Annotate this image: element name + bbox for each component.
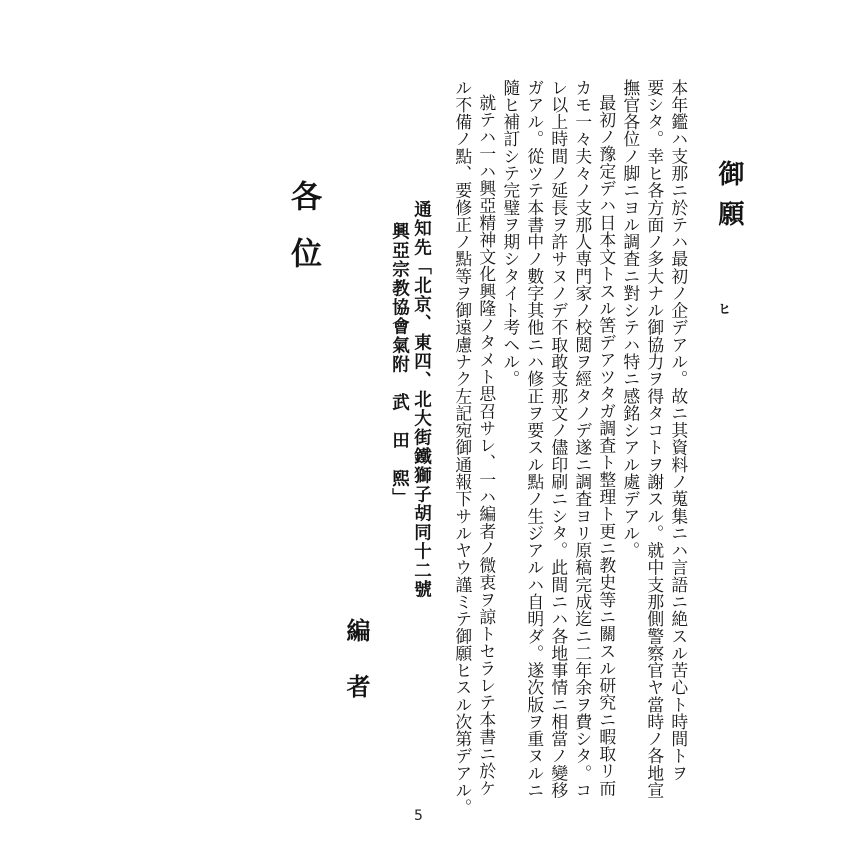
body-line-1: 本年鑑ハ支那ニ於テハ最初ノ企デアル。故ニ其資料ノ蒐集ニハ言語ニ絶スル苦心ト時間トヲ: [668, 79, 689, 782]
body-line-7: ガアル。從ツテ本書中ノ數字其他ニハ修正ヲ要スル點ノ生ジアルハ自明ダ。遂次版ヲ重ヌルニ: [524, 79, 545, 799]
page-number: 5: [414, 808, 423, 824]
body-line-3: 撫官各位ノ脚ニヨル調査ニ對シテハ特ニ感銘シアル處デアル。: [620, 79, 641, 559]
notice-recipient-line: 興亞宗教協會氣附 武 田 熙」: [389, 222, 410, 507]
body-line-6: レ以上時間ノ延長ヲ許サヌノデ不取敢支那文ノ儘印刷ニシタ。此間ニハ各地事情ニ相當ノ變移: [548, 79, 569, 799]
document-page: [110, 0, 744, 850]
title-kana: ヒ: [715, 302, 730, 315]
body-line-4: 最初ノ豫定デハ日本文トスル筈デアツタガ調査ト整理ト更ニ教史等ニ關スル研究ニ暇取リ而: [596, 94, 617, 797]
body-line-5: カモ一々夫々ノ支那人専門家ノ校閲ヲ經タノデ遂ニ調査ヨリ原稿完成迄ニ二年余ヲ費シタ。コ: [572, 79, 593, 799]
body-line-8: 隨ヒ補訂シテ完璧ヲ期シタイト考ヘル。: [500, 79, 521, 388]
body-line-10: ル不備ノ點、要修正ノ點等ヲ御遠慮ナク左記宛御通報下サルヤウ謹ミテ御願ヒスル次第デアル。: [452, 79, 473, 817]
addressee: 各位: [285, 180, 321, 294]
body-line-9: 就テハ一ハ興亞精神文化興隆ノタメト思召サレ、一ハ編者ノ微衷ヲ諒トセラレテ本書ニ於ケ: [476, 94, 497, 797]
notice-address-line: 通知先「北京、東四、北大街鐵獅子胡同十二號: [411, 200, 432, 599]
document-title: 御願: [714, 160, 744, 240]
body-line-2: 要シタ。幸ヒ各方面ノ多大ナル御協力ヲ得タコトヲ謝スル。就中支那側警察官ヤ當時ノ各地宣: [644, 79, 665, 799]
editor-signature: 編者: [342, 618, 371, 730]
